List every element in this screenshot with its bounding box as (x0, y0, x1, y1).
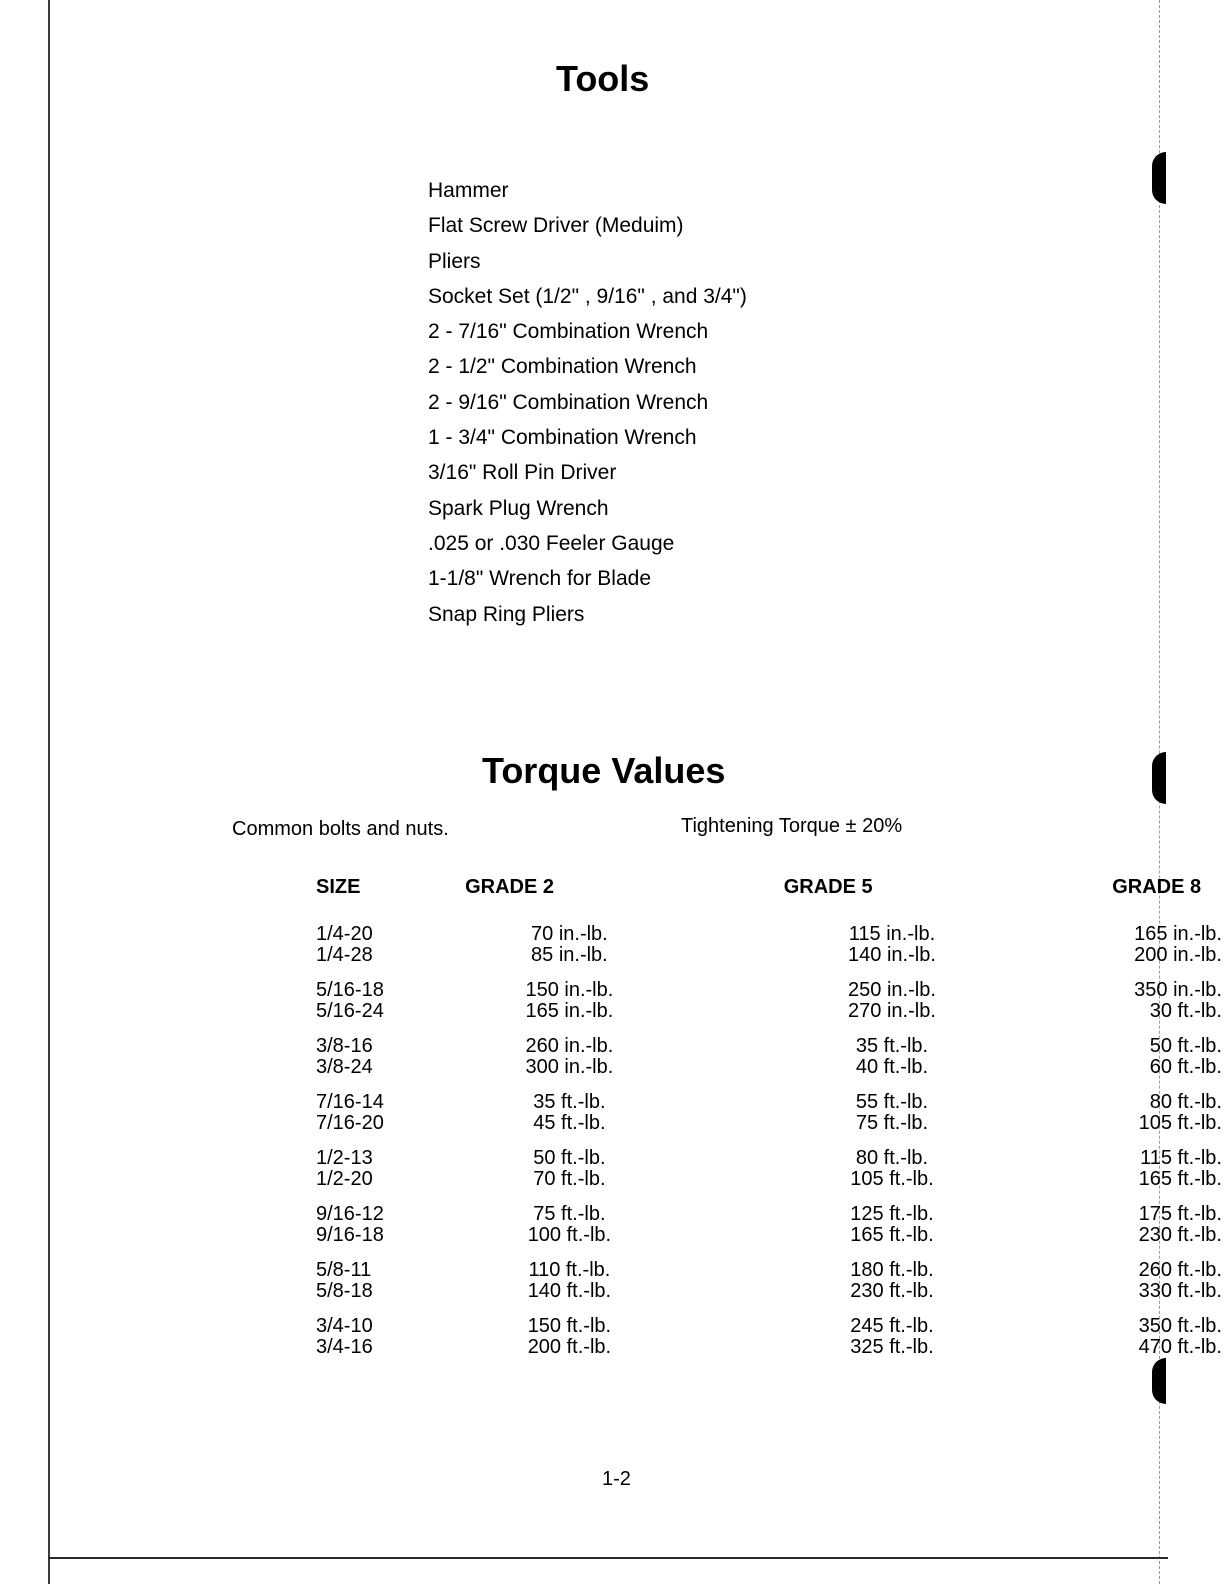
grade-8-cell: 200 in.-lb. (1134, 944, 1222, 966)
punch-hole-mark (1152, 1358, 1166, 1404)
scan-left-edge (48, 0, 50, 1584)
torque-row (316, 1302, 1224, 1337)
size-cell: 5/16-18 (316, 979, 384, 1001)
torque-row (316, 1281, 1224, 1302)
tool-item: 1-1/8" Wrench for Blade (428, 567, 652, 591)
grade-2-cell: 50 ft.-lb. (533, 1147, 606, 1169)
grade-2-cell: 110 ft.-lb. (528, 1259, 611, 1281)
grade-2-cell: 70 in.-lb. (531, 923, 608, 945)
grade-2-cell: 300 in.-lb. (525, 1056, 614, 1078)
grade-5-cell: 40 ft.-lb. (855, 1056, 929, 1078)
size-cell: 1/2-13 (316, 1147, 373, 1169)
punch-hole-mark (1152, 152, 1166, 204)
torque-row (316, 1134, 1224, 1169)
torque-row (316, 1057, 1224, 1078)
grade-2-cell: 100 ft.-lb. (527, 1224, 612, 1246)
torque-table-body (316, 910, 1224, 1358)
size-cell: 9/16-12 (316, 1203, 384, 1225)
size-cell: 7/16-14 (316, 1091, 384, 1113)
grade-2-cell: 140 ft.-lb. (527, 1280, 612, 1302)
tool-item: .025 or .030 Feeler Gauge (428, 531, 675, 555)
size-cell: 1/4-28 (316, 944, 373, 966)
tool-item: 2 - 1/2" Combination Wrench (428, 355, 697, 379)
grade-8-cell: 30 ft.-lb. (1149, 1000, 1222, 1022)
common-bolts-note: Common bolts and nuts. (232, 818, 449, 840)
torque-table-header-row (316, 876, 1224, 910)
tool-item: 2 - 7/16" Combination Wrench (428, 320, 709, 344)
grade-8-cell: 80 ft.-lb. (1149, 1091, 1222, 1113)
grade-2-cell: 150 ft.-lb. (527, 1315, 612, 1337)
tool-item: Socket Set (1/2" , 9/16" , and 3/4") (428, 284, 747, 308)
grade-8-cell: 260 ft.-lb. (1138, 1259, 1222, 1281)
grade-5-cell: 180 ft.-lb. (850, 1259, 934, 1281)
tool-item: 3/16" Roll Pin Driver (428, 461, 617, 485)
size-cell: 5/8-18 (316, 1280, 373, 1302)
header-grade-8: GRADE 8 (1112, 876, 1202, 898)
torque-row (316, 966, 1224, 1001)
page-number: 1-2 (602, 1468, 631, 1490)
grade-5-cell: 105 ft.-lb. (850, 1168, 934, 1190)
torque-row (316, 1078, 1224, 1113)
grade-5-cell: 250 in.-lb. (848, 979, 936, 1001)
grade-8-cell: 60 ft.-lb. (1149, 1056, 1222, 1078)
torque-row (316, 1246, 1224, 1281)
grade-5-cell: 140 in.-lb. (848, 944, 936, 966)
torque-row (316, 945, 1224, 966)
grade-5-cell: 325 ft.-lb. (850, 1336, 934, 1358)
grade-5-cell: 245 ft.-lb. (850, 1315, 934, 1337)
punch-hole-mark (1152, 752, 1166, 804)
grade-8-cell: 165 ft.-lb. (1138, 1168, 1222, 1190)
header-size: SIZE (316, 876, 361, 898)
grade-2-cell: 70 ft.-lb. (533, 1168, 606, 1190)
scan-bottom-edge (48, 1557, 1168, 1559)
tools-list (428, 178, 747, 637)
grade-8-cell: 50 ft.-lb. (1149, 1035, 1222, 1057)
grade-5-cell: 270 in.-lb. (848, 1000, 936, 1022)
grade-8-cell: 105 ft.-lb. (1138, 1112, 1222, 1134)
grade-8-cell: 350 in.-lb. (1134, 979, 1222, 1001)
tool-item: 1 - 3/4" Combination Wrench (428, 426, 697, 450)
torque-row (316, 1225, 1224, 1246)
tools-title: Tools (556, 58, 650, 99)
grade-8-cell: 330 ft.-lb. (1138, 1280, 1222, 1302)
grade-8-cell: 175 ft.-lb. (1138, 1203, 1222, 1225)
torque-values-title: Torque Values (482, 750, 726, 791)
tightening-torque-note: Tightening Torque ± 20% (681, 815, 903, 837)
torque-row (316, 1022, 1224, 1057)
grade-5-cell: 115 in.-lb. (848, 923, 936, 945)
size-cell: 1/2-20 (316, 1168, 373, 1190)
grade-8-cell: 350 ft.-lb. (1138, 1315, 1222, 1337)
tool-item: Flat Screw Driver (Meduim) (428, 214, 684, 238)
grade-2-cell: 200 ft.-lb. (527, 1336, 612, 1358)
size-cell: 5/8-11 (316, 1259, 372, 1281)
size-cell: 7/16-20 (316, 1112, 384, 1134)
grade-5-cell: 80 ft.-lb. (855, 1147, 929, 1169)
grade-5-cell: 75 ft.-lb. (855, 1112, 929, 1134)
header-grade-5: GRADE 5 (783, 876, 873, 898)
grade-5-cell: 35 ft.-lb. (855, 1035, 929, 1057)
grade-5-cell: 125 ft.-lb. (850, 1203, 934, 1225)
grade-2-cell: 35 ft.-lb. (533, 1091, 606, 1113)
tool-item: Snap Ring Pliers (428, 602, 585, 626)
grade-2-cell: 45 ft.-lb. (533, 1112, 606, 1134)
grade-2-cell: 150 in.-lb. (525, 979, 614, 1001)
grade-8-cell: 165 in.-lb. (1134, 923, 1222, 945)
grade-8-cell: 470 ft.-lb. (1138, 1336, 1222, 1358)
size-cell: 1/4-20 (316, 923, 373, 945)
tool-item: Pliers (428, 249, 481, 273)
size-cell: 3/8-16 (316, 1035, 373, 1057)
torque-row (316, 910, 1224, 945)
size-cell: 5/16-24 (316, 1000, 384, 1022)
header-grade-2: GRADE 2 (465, 876, 554, 898)
size-cell: 3/4-10 (316, 1315, 373, 1337)
tool-item: Spark Plug Wrench (428, 496, 609, 520)
grade-5-cell: 55 ft.-lb. (855, 1091, 929, 1113)
size-cell: 9/16-18 (316, 1224, 384, 1246)
torque-row (316, 1113, 1224, 1134)
tool-item: 2 - 9/16" Combination Wrench (428, 390, 709, 414)
grade-5-cell: 165 ft.-lb. (850, 1224, 934, 1246)
torque-row (316, 1337, 1224, 1358)
torque-table (316, 876, 1224, 1358)
grade-2-cell: 85 in.-lb. (531, 944, 608, 966)
grade-2-cell: 165 in.-lb. (525, 1000, 614, 1022)
torque-row (316, 1169, 1224, 1190)
grade-2-cell: 75 ft.-lb. (533, 1203, 606, 1225)
size-cell: 3/8-24 (316, 1056, 373, 1078)
tool-item: Hammer (428, 179, 509, 202)
torque-row (316, 1001, 1224, 1022)
grade-8-cell: 230 ft.-lb. (1138, 1224, 1222, 1246)
grade-2-cell: 260 in.-lb. (525, 1035, 614, 1057)
grade-5-cell: 230 ft.-lb. (850, 1280, 934, 1302)
torque-row (316, 1190, 1224, 1225)
size-cell: 3/4-16 (316, 1336, 373, 1358)
grade-8-cell: 115 ft.-lb. (1140, 1147, 1222, 1169)
